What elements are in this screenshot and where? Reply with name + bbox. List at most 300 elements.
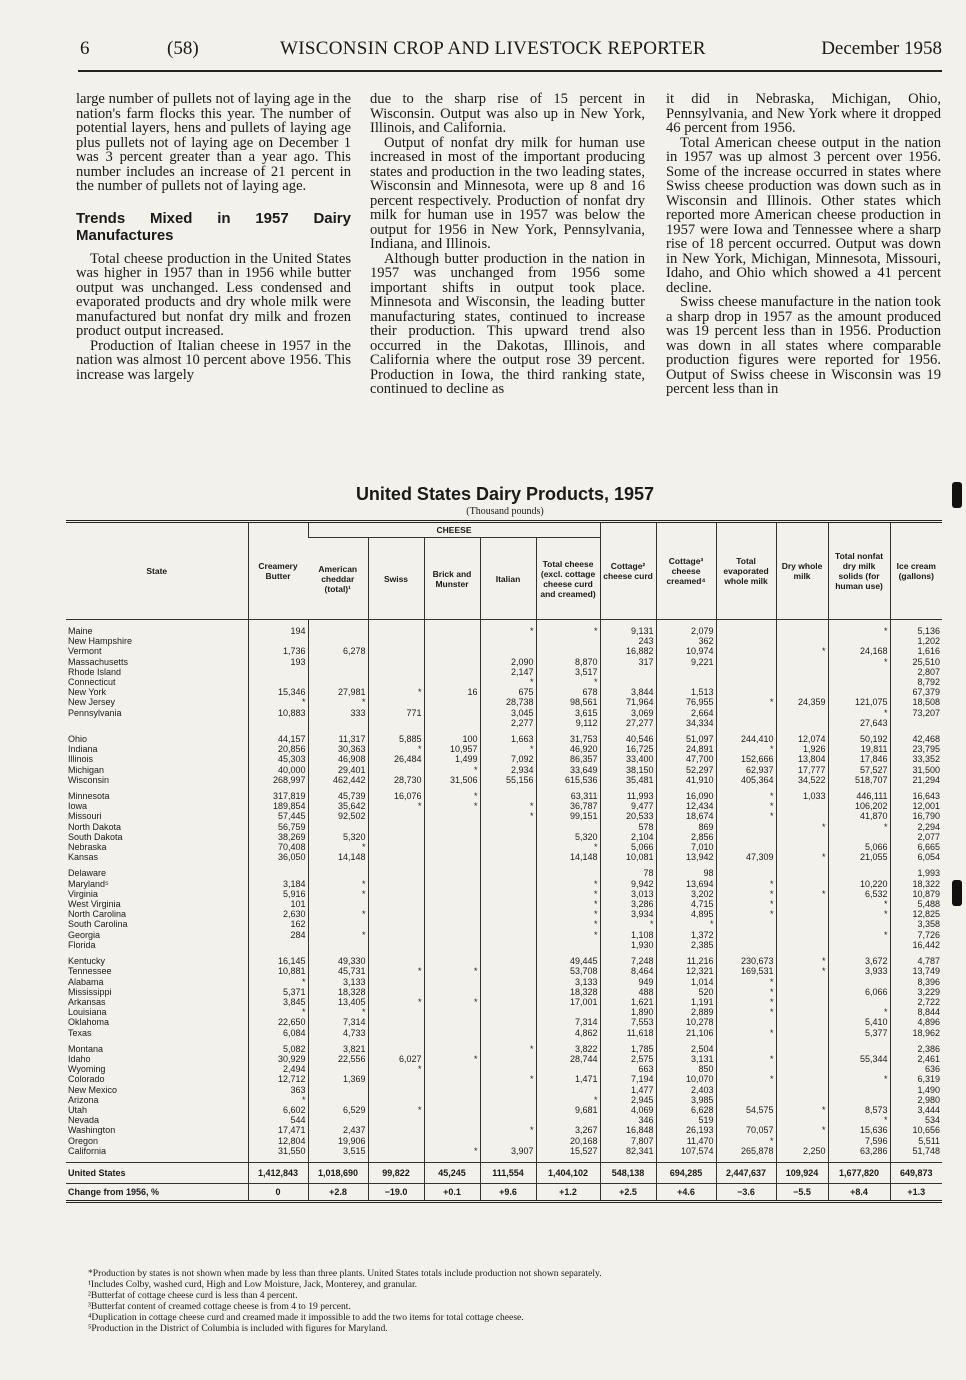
data-cell: 78 xyxy=(600,868,656,878)
state-name: South Carolina xyxy=(68,919,128,930)
data-cell: 152,666 xyxy=(716,754,776,764)
data-cell: * xyxy=(308,909,368,919)
data-cell: 7,596 xyxy=(828,1136,890,1146)
data-cell: 20,533 xyxy=(600,811,656,821)
data-cell: 7,726 xyxy=(890,930,942,940)
data-cell xyxy=(776,899,828,909)
data-cell xyxy=(480,1017,536,1027)
data-cell xyxy=(424,1017,480,1027)
data-cell xyxy=(308,626,368,636)
data-cell xyxy=(424,1044,480,1054)
data-cell: 34,522 xyxy=(776,775,828,785)
data-cell: 6,529 xyxy=(308,1105,368,1115)
data-cell: 8,844 xyxy=(890,1007,942,1017)
data-cell: 1,736 xyxy=(248,646,308,656)
dairy-products-table xyxy=(66,520,942,1203)
data-cell: 3,358 xyxy=(890,919,942,929)
data-cell: 5,066 xyxy=(828,842,890,852)
data-cell: 16,790 xyxy=(890,811,942,821)
data-cell: * xyxy=(536,889,600,899)
data-cell xyxy=(716,677,776,687)
state-name: Kansas xyxy=(68,852,99,863)
data-cell: * xyxy=(776,1125,828,1135)
data-cell: 15,636 xyxy=(828,1125,890,1135)
data-cell: 1,372 xyxy=(656,930,716,940)
total-label: United States xyxy=(66,1162,248,1183)
data-cell: 18,328 xyxy=(536,987,600,997)
binder-clip-icon xyxy=(952,482,962,508)
data-cell: * xyxy=(536,879,600,889)
footnote: ²Butterfat of cottage cheese curd is less than 4 percent. xyxy=(88,1290,298,1301)
data-cell: 4,895 xyxy=(656,909,716,919)
data-cell: * xyxy=(480,801,536,811)
data-cell: 9,477 xyxy=(600,801,656,811)
data-cell: 3,845 xyxy=(248,997,308,1007)
state-name xyxy=(66,718,248,728)
data-cell xyxy=(716,626,776,636)
data-cell xyxy=(480,966,536,976)
table-row xyxy=(66,909,942,919)
data-cell: * xyxy=(248,1095,308,1105)
data-cell: 3,985 xyxy=(656,1095,716,1105)
table-row xyxy=(66,997,942,1007)
data-cell xyxy=(828,1085,890,1095)
paragraph: due to the sharp rise of 15 percent in Wisconsin. Output was also up in New York, Illinois, and California. xyxy=(370,91,645,136)
data-cell xyxy=(656,667,716,677)
header-rule xyxy=(78,70,942,72)
data-cell xyxy=(480,879,536,889)
data-cell: 9,221 xyxy=(656,657,716,667)
data-cell: 405,364 xyxy=(716,775,776,785)
data-cell xyxy=(480,1095,536,1105)
table-row xyxy=(66,687,942,697)
data-cell xyxy=(600,667,656,677)
data-cell: 2,807 xyxy=(890,667,942,677)
data-cell: 63,286 xyxy=(828,1146,890,1156)
data-cell xyxy=(368,842,424,852)
paragraph: Output of nonfat dry milk for human use increased in most of the important producing states and production in the two leading states, Wisconsin and Minnesota, were up 8 and 16 percent respectively. Production of nonfat dry milk for human use in 1957 was below the output for 1956 in New York, Pennsylvania, Indiana, and Illinois. xyxy=(370,134,645,252)
data-cell: 771 xyxy=(368,708,424,718)
data-cell: 10,883 xyxy=(248,708,308,718)
state-name: Alabama xyxy=(68,976,104,987)
data-cell: 14,148 xyxy=(308,852,368,862)
data-cell xyxy=(368,822,424,832)
table-row xyxy=(66,1074,942,1084)
data-cell xyxy=(776,1007,828,1017)
data-cell: 10,881 xyxy=(248,966,308,976)
data-cell xyxy=(424,899,480,909)
data-cell: 13,694 xyxy=(656,879,716,889)
data-cell xyxy=(424,940,480,950)
data-cell: 5,371 xyxy=(248,987,308,997)
data-cell xyxy=(890,718,942,728)
footnote: ³Butterfat content of creamed cottage cheese is from 4 to 19 percent. xyxy=(88,1301,351,1312)
paragraph: Although butter production in the nation in 1957 was unchanged from 1956 some important shifts in output took place. Minnesota and Wisconsin, the leading butter manufacturing states, continued to increase their production. This upward trend also occurred in the Dakotas, Illinois, and California where the output rose 39 percent. Production in Iowa, the third ranking state, continued to decline as xyxy=(370,250,645,397)
state-name: New Mexico xyxy=(68,1084,118,1095)
total-cell: 1,018,690 xyxy=(308,1162,368,1183)
data-cell xyxy=(536,1007,600,1017)
data-cell: 14,148 xyxy=(536,852,600,862)
data-cell xyxy=(480,987,536,997)
state-name: Rhode Island xyxy=(68,666,122,677)
data-cell: 5,916 xyxy=(248,889,308,899)
data-cell: 284 xyxy=(248,930,308,940)
column-header: Dry whole milk xyxy=(776,522,828,620)
table-row xyxy=(66,744,942,754)
state-name: Mississippi xyxy=(68,986,112,997)
data-cell: * xyxy=(716,801,776,811)
data-cell xyxy=(368,889,424,899)
state-name: Massachusetts xyxy=(68,656,129,667)
data-cell: 38,269 xyxy=(248,832,308,842)
data-cell xyxy=(776,997,828,1007)
data-cell: * xyxy=(536,899,600,909)
data-cell xyxy=(424,657,480,667)
table-row xyxy=(66,842,942,852)
state-name: Maine xyxy=(68,626,93,636)
data-cell xyxy=(424,1136,480,1146)
data-cell xyxy=(308,636,368,646)
data-cell xyxy=(424,879,480,889)
data-cell xyxy=(368,626,424,636)
data-cell: 54,575 xyxy=(716,1105,776,1115)
data-cell: 12,825 xyxy=(890,909,942,919)
data-cell xyxy=(776,811,828,821)
state-name: Delaware xyxy=(68,868,107,879)
data-cell: 24,359 xyxy=(776,697,828,707)
table-row xyxy=(66,734,942,744)
data-cell xyxy=(536,868,600,878)
data-cell: * xyxy=(776,956,828,966)
data-cell: 18,328 xyxy=(308,987,368,997)
data-cell: * xyxy=(480,1125,536,1135)
data-cell: 7,092 xyxy=(480,754,536,764)
data-cell: 82,341 xyxy=(600,1146,656,1156)
data-cell xyxy=(776,1136,828,1146)
data-cell: 41,870 xyxy=(828,811,890,821)
data-cell: 12,321 xyxy=(656,966,716,976)
data-cell xyxy=(424,889,480,899)
data-cell: 10,081 xyxy=(600,852,656,862)
data-cell: 3,286 xyxy=(600,899,656,909)
state-name: Kentucky xyxy=(68,956,106,967)
data-cell xyxy=(308,899,368,909)
table-row xyxy=(66,636,942,646)
data-cell xyxy=(480,1115,536,1125)
data-cell xyxy=(536,1115,600,1125)
data-cell: * xyxy=(716,977,776,987)
data-cell xyxy=(480,1028,536,1038)
data-cell xyxy=(424,667,480,677)
data-cell: * xyxy=(536,626,600,636)
data-cell: * xyxy=(828,909,890,919)
change-cell: −3.6 xyxy=(716,1183,776,1201)
data-cell xyxy=(424,636,480,646)
data-cell xyxy=(368,1146,424,1156)
data-cell: 6,532 xyxy=(828,889,890,899)
change-row xyxy=(66,1183,942,1201)
data-cell xyxy=(480,997,536,1007)
data-cell: 1,369 xyxy=(308,1074,368,1084)
table-row xyxy=(66,1054,942,1064)
data-cell xyxy=(480,842,536,852)
data-cell: 2,277 xyxy=(480,718,536,728)
data-cell: 2,104 xyxy=(600,832,656,842)
table-row xyxy=(66,1095,942,1105)
data-cell xyxy=(776,842,828,852)
data-cell: 1,191 xyxy=(656,997,716,1007)
data-cell: 70,408 xyxy=(248,842,308,852)
table-row xyxy=(66,1007,942,1017)
data-cell: 9,112 xyxy=(536,718,600,728)
total-cell: 1,412,843 xyxy=(248,1162,308,1183)
data-cell: 2,147 xyxy=(480,667,536,677)
data-cell xyxy=(424,718,480,728)
column-header: Total cheese (excl. cottage cheese curd and creamed) xyxy=(536,538,600,620)
data-cell: 4,787 xyxy=(890,956,942,966)
state-name: Washington xyxy=(68,1125,116,1136)
data-cell: 40,000 xyxy=(248,765,308,775)
data-cell: 51,748 xyxy=(890,1146,942,1156)
data-cell: 49,445 xyxy=(536,956,600,966)
state-name: South Dakota xyxy=(68,831,123,842)
data-cell: * xyxy=(716,1074,776,1084)
data-cell: 2,945 xyxy=(600,1095,656,1105)
data-cell: 36,050 xyxy=(248,852,308,862)
table-header xyxy=(66,522,942,620)
change-cell: +8.4 xyxy=(828,1183,890,1201)
column-header: Swiss xyxy=(368,538,424,620)
table-row xyxy=(66,977,942,987)
data-cell xyxy=(776,909,828,919)
data-cell xyxy=(368,657,424,667)
data-cell: 362 xyxy=(656,636,716,646)
data-cell xyxy=(776,977,828,987)
publication-title: WISCONSIN CROP AND LIVESTOCK REPORTER xyxy=(280,38,706,59)
data-cell: 25,510 xyxy=(890,657,942,667)
state-name: Texas xyxy=(68,1027,92,1038)
data-cell: 1,993 xyxy=(890,868,942,878)
data-cell: * xyxy=(716,1028,776,1038)
data-cell: 16,643 xyxy=(890,791,942,801)
data-cell xyxy=(716,657,776,667)
data-cell: 15,527 xyxy=(536,1146,600,1156)
data-cell: 7,010 xyxy=(656,842,716,852)
data-cell xyxy=(308,718,368,728)
data-cell: * xyxy=(716,879,776,889)
data-cell: 63,311 xyxy=(536,791,600,801)
data-cell: 13,804 xyxy=(776,754,828,764)
footnote: *Production by states is not shown when made by less than three plants. United States totals include production not shown separately. xyxy=(88,1268,602,1279)
data-cell xyxy=(424,909,480,919)
data-cell xyxy=(308,657,368,667)
data-cell: 22,650 xyxy=(248,1017,308,1027)
data-cell: 56,759 xyxy=(248,822,308,832)
data-cell: * xyxy=(480,1074,536,1084)
data-cell: 9,942 xyxy=(600,879,656,889)
table-row xyxy=(66,1044,942,1054)
table-row xyxy=(66,956,942,966)
data-cell: 4,069 xyxy=(600,1105,656,1115)
table-row xyxy=(66,754,942,764)
table-row xyxy=(66,966,942,976)
state-name: Tennessee xyxy=(68,966,112,977)
data-cell: * xyxy=(536,919,600,929)
data-cell: 2,664 xyxy=(656,708,716,718)
text-column-3 xyxy=(666,92,941,397)
data-cell: * xyxy=(716,889,776,899)
data-cell: * xyxy=(716,987,776,997)
data-cell: 1,890 xyxy=(600,1007,656,1017)
data-cell: 67,379 xyxy=(890,687,942,697)
data-cell: * xyxy=(716,1007,776,1017)
data-cell: 5,511 xyxy=(890,1136,942,1146)
data-cell xyxy=(480,977,536,987)
column-header: Ice cream (gallons) xyxy=(890,522,942,620)
data-cell xyxy=(716,842,776,852)
data-cell xyxy=(776,832,828,842)
data-cell xyxy=(368,1115,424,1125)
data-cell xyxy=(716,1064,776,1074)
data-cell xyxy=(248,940,308,950)
data-cell: 518,707 xyxy=(828,775,890,785)
data-cell: * xyxy=(308,842,368,852)
data-cell: 317,819 xyxy=(248,791,308,801)
state-name: Maryland⁵ xyxy=(68,878,109,889)
data-cell xyxy=(424,811,480,821)
data-cell: * xyxy=(716,1054,776,1064)
data-cell: * xyxy=(424,966,480,976)
data-cell xyxy=(424,987,480,997)
data-cell: 45,303 xyxy=(248,754,308,764)
data-cell: 2,403 xyxy=(656,1085,716,1095)
data-cell xyxy=(480,832,536,842)
data-cell: 6,628 xyxy=(656,1105,716,1115)
data-cell: 57,445 xyxy=(248,811,308,821)
data-cell xyxy=(368,832,424,842)
data-cell xyxy=(828,919,890,929)
data-cell xyxy=(308,919,368,929)
data-cell: 1,616 xyxy=(890,646,942,656)
data-cell xyxy=(480,1064,536,1074)
section-heading: Trends Mixed in 1957 Dairy Manufactures xyxy=(76,209,351,244)
data-cell: * xyxy=(716,899,776,909)
data-cell xyxy=(536,1064,600,1074)
data-cell xyxy=(828,667,890,677)
data-cell: * xyxy=(828,822,890,832)
data-cell: 10,070 xyxy=(656,1074,716,1084)
data-cell: 2,386 xyxy=(890,1044,942,1054)
data-cell: 45,731 xyxy=(308,966,368,976)
data-cell: 7,553 xyxy=(600,1017,656,1027)
data-cell: 16,725 xyxy=(600,744,656,754)
data-cell xyxy=(480,852,536,862)
data-cell: 1,471 xyxy=(536,1074,600,1084)
data-cell: 33,352 xyxy=(890,754,942,764)
paragraph: Production of Italian cheese in 1957 in the nation was almost 10 percent above 1956. This increase was largely xyxy=(76,337,351,383)
data-cell xyxy=(368,667,424,677)
data-cell: 16,442 xyxy=(890,940,942,950)
state-name: Illinois xyxy=(68,754,94,765)
data-cell: 17,001 xyxy=(536,997,600,1007)
data-cell: 1,202 xyxy=(890,636,942,646)
data-cell: 3,933 xyxy=(828,966,890,976)
state-name: Missouri xyxy=(68,811,102,822)
column-header: Creamery Butter xyxy=(248,522,308,620)
data-cell xyxy=(308,868,368,878)
data-cell xyxy=(716,919,776,929)
data-cell: 7,807 xyxy=(600,1136,656,1146)
data-cell: 50,192 xyxy=(828,734,890,744)
data-cell: 12,434 xyxy=(656,801,716,811)
data-cell xyxy=(716,1115,776,1125)
binder-clip-icon xyxy=(952,880,962,906)
state-name: Georgia xyxy=(68,929,101,940)
data-cell xyxy=(248,636,308,646)
data-cell xyxy=(776,1054,828,1064)
data-cell: 10,957 xyxy=(424,744,480,754)
data-cell xyxy=(368,879,424,889)
change-cell: −19.0 xyxy=(368,1183,424,1201)
data-cell: * xyxy=(828,708,890,718)
data-cell: * xyxy=(600,919,656,929)
page-number: 6 xyxy=(80,38,90,59)
state-name: New Hampshire xyxy=(68,636,133,647)
data-cell: * xyxy=(776,822,828,832)
data-cell: 6,027 xyxy=(368,1054,424,1064)
data-cell xyxy=(828,687,890,697)
data-cell xyxy=(716,718,776,728)
table-row xyxy=(66,987,942,997)
data-cell xyxy=(368,811,424,821)
data-cell: 6,084 xyxy=(248,1028,308,1038)
data-cell: * xyxy=(716,744,776,754)
table-row xyxy=(66,919,942,929)
data-cell xyxy=(424,697,480,707)
data-cell: 23,795 xyxy=(890,744,942,754)
data-cell: 2,630 xyxy=(248,909,308,919)
table-row xyxy=(66,1146,942,1156)
change-cell: 0 xyxy=(248,1183,308,1201)
data-cell: * xyxy=(424,1054,480,1064)
data-cell: 86,357 xyxy=(536,754,600,764)
data-cell xyxy=(368,1095,424,1105)
data-cell xyxy=(424,842,480,852)
table-row xyxy=(66,646,942,656)
table-row xyxy=(66,1085,942,1095)
data-cell xyxy=(248,868,308,878)
data-cell: 12,074 xyxy=(776,734,828,744)
state-name: Arizona xyxy=(68,1094,99,1105)
data-cell xyxy=(716,822,776,832)
table-row xyxy=(66,708,942,718)
data-cell: 10,278 xyxy=(656,1017,716,1027)
data-cell: 13,942 xyxy=(656,852,716,862)
data-cell xyxy=(716,832,776,842)
data-cell: 18,322 xyxy=(890,879,942,889)
change-cell: −5.5 xyxy=(776,1183,828,1201)
data-cell: 42,468 xyxy=(890,734,942,744)
data-cell xyxy=(308,822,368,832)
data-cell xyxy=(716,1017,776,1027)
data-cell xyxy=(536,636,600,646)
data-cell xyxy=(308,1095,368,1105)
column-header: State xyxy=(66,522,248,620)
data-cell: 76,955 xyxy=(656,697,716,707)
data-cell: * xyxy=(776,966,828,976)
data-cell: * xyxy=(828,930,890,940)
data-cell xyxy=(776,940,828,950)
